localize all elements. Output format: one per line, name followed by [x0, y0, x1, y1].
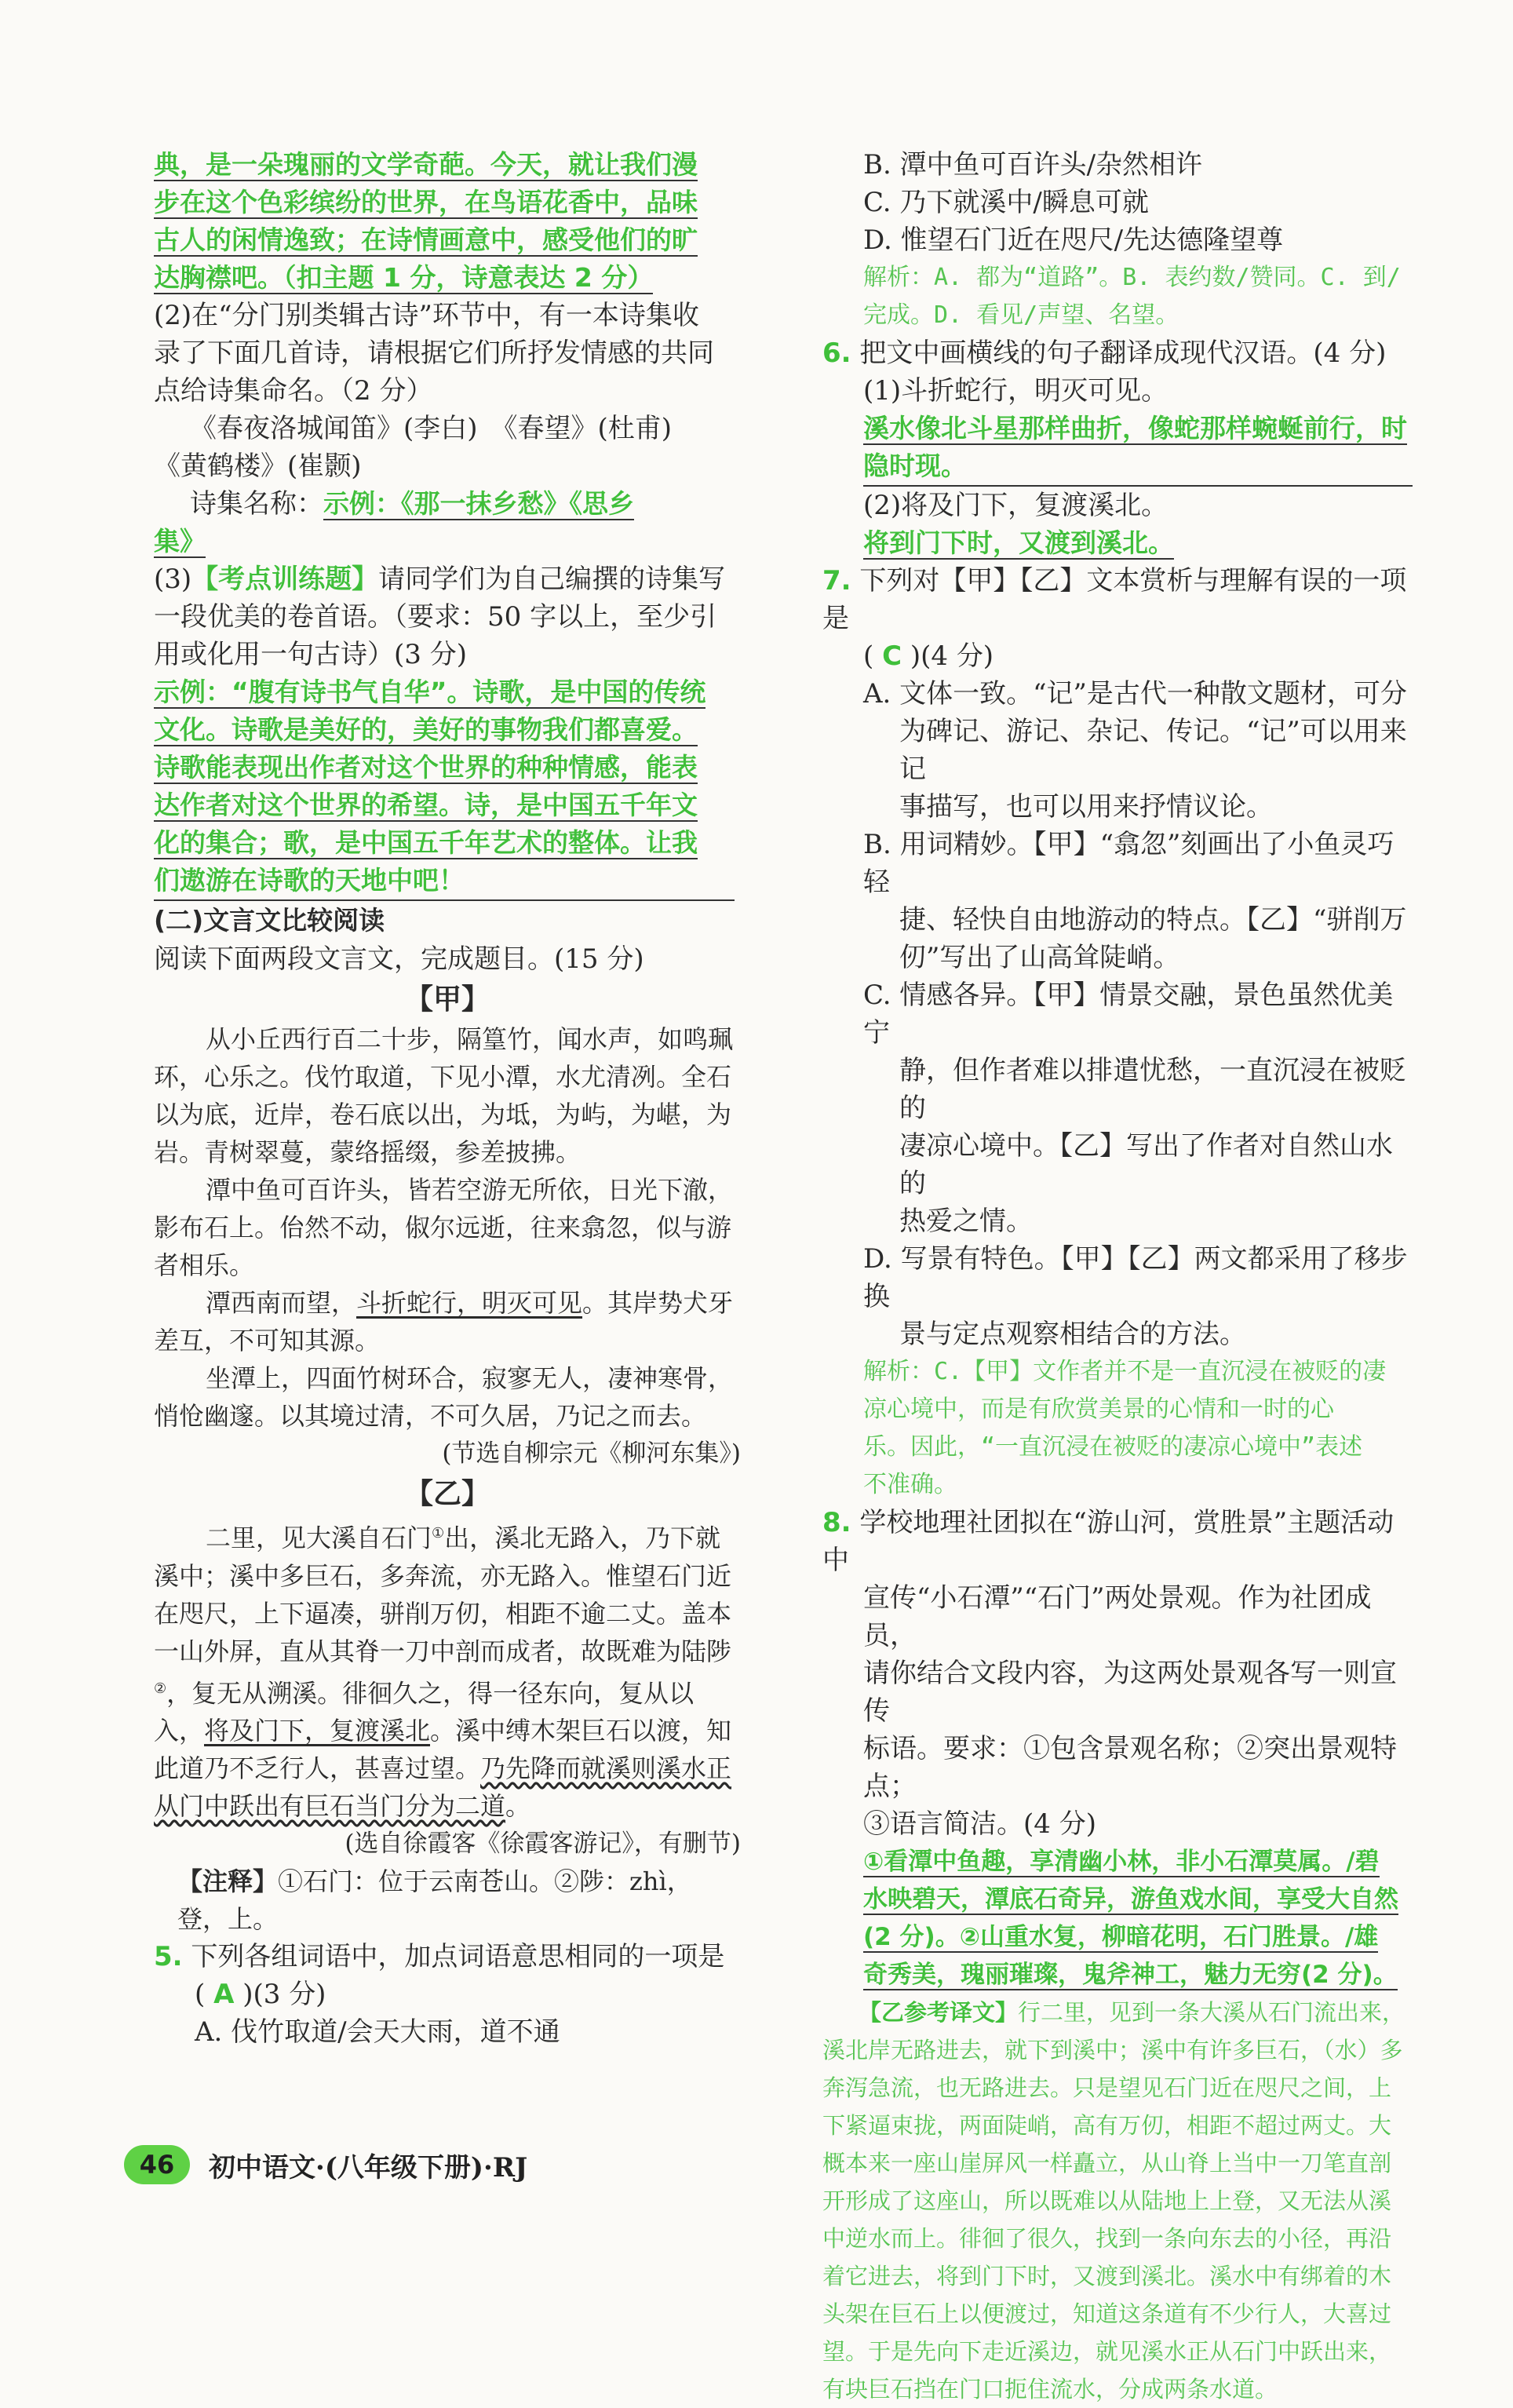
jia-source: (节选自柳宗元《柳河东集》) [442, 1439, 741, 1468]
answer-line: 将到门下时，又渡到溪北。 [863, 527, 1174, 558]
expl-line: 完成。D. 看见/声望、名望。 [863, 301, 1179, 329]
q7-chosen: C [882, 640, 902, 672]
left-column [154, 146, 741, 2051]
page-footer [124, 2141, 527, 2188]
intro-answer [154, 146, 741, 297]
answer-line: 步在这个色彩缤纷的世界，在鸟语花香中，品味 [154, 187, 698, 217]
option-line: A. 文体一致。“记”是古代一种散文题材，可分 [863, 678, 1407, 710]
q7-option-b [822, 826, 1413, 976]
yi-paragraph [154, 1515, 741, 1825]
text-span: 。溪中缚木架巨石以渡，知此道乃不乏行人，甚喜过望。 [154, 1716, 732, 1784]
q3-answer [154, 673, 741, 901]
footnote-mark: ① [432, 1525, 445, 1541]
jia-paragraph: 潭中鱼可百许头，皆若空游无所依，日光下澈，影布石上。佁然不动，俶尔远逝，往来翕忽，似与游者相乐。 [154, 1175, 734, 1280]
q5-option-c: C. 乃下就溪中/瞬息可就 [863, 187, 1149, 218]
q7-choice-line: ( C )(4 分) [863, 640, 994, 672]
answer-line: 文化。诗歌是美好的，美好的事物我们都喜爱。 [154, 714, 698, 745]
q7-text: 下列对【甲】【乙】文本赏析与理解有误的一项是 [822, 565, 1407, 634]
q8-answer [822, 1843, 1413, 1994]
q7-number: 7. [822, 565, 851, 597]
q6-line [822, 334, 1413, 372]
expl-line: 解析：A. 都为“道路”。B. 表约数/赞同。C. 到/ [863, 264, 1401, 291]
q2-name-line [154, 485, 741, 523]
option-line: 景与定点观察相结合的方法。 [899, 1319, 1246, 1350]
text-span: ，复无从溯溪。徘徊久之，得一径东向，复从以入， [154, 1678, 695, 1746]
q6-1: (1)斗折蛇行，明灭可见。 [863, 375, 1168, 407]
q5-score: )(3 分) [242, 1979, 326, 2011]
q6-2-answer [822, 524, 1413, 562]
q7-option-d [822, 1240, 1413, 1353]
answer-line: 化的集合；歌，是中国五千年艺术的整体。让我 [154, 827, 698, 858]
q5-line [154, 1938, 741, 1976]
answer-line: 古人的闲情逸致；在诗情画意中，感受他们的旷 [154, 224, 698, 255]
expl-line: 不准确。 [863, 1471, 957, 1498]
translation-label: 【乙参考译文】 [859, 1999, 1019, 2026]
note [154, 1863, 741, 1938]
expl-line: 解析：C.【甲】文作者并不是一直沉浸在被贬的凄 [863, 1358, 1387, 1385]
q5-option-a: A. 伐竹取道/会天大雨，道不通 [195, 2016, 560, 2049]
right-column [822, 146, 1413, 2408]
q7-option-c [822, 976, 1413, 1240]
yi-source: (选自徐霞客《徐霞客游记》，有删节) [345, 1830, 741, 1859]
page-number-badge: 46 [124, 2145, 190, 2184]
option-line: 事描写，也可以用来抒情议论。 [899, 791, 1273, 823]
expl-line: 乐。因此，“一直沉浸在被贬的凄凉心境中”表述 [863, 1433, 1363, 1461]
footnote-mark: ② [154, 1680, 167, 1697]
q5-choice-line: ( A )(3 分) [195, 1979, 326, 2011]
answer-line: 达胸襟吧。（扣主题 1 分，诗意表达 2 分） [154, 262, 654, 293]
answer-line: 水映碧天，潭底石奇异，游鱼戏水间，享受大自然 [863, 1885, 1398, 1914]
q5-option-b: B. 潭中鱼可百许头/杂然相许 [863, 149, 1203, 181]
q2-poems: 《春夜洛城闻笛》(李白) 《春望》(杜甫) [190, 413, 673, 444]
q3-prefix: (3) [154, 564, 192, 595]
q8-line [822, 1504, 1413, 1579]
q8-text: 标语。要求：①包含景观名称；②突出景观特点； [863, 1733, 1397, 1802]
answer-line: 示例：“腹有诗书气自华”。诗歌，是中国的传统 [154, 677, 706, 707]
underlined-sentence: 将及门下，复渡溪北 [204, 1716, 431, 1746]
option-line: 仞”写出了山高耸陡峭。 [899, 942, 1180, 973]
q6-text: 把文中画横线的句子翻译成现代汉语。(4 分) [859, 337, 1387, 369]
q5-number: 5. [154, 1941, 183, 1973]
answer-line: (2 分)。②山重水复，柳暗花明，石门胜景。/雄 [863, 1923, 1379, 1951]
q7-line [822, 562, 1413, 637]
q2-answer-cont: 集》 [154, 526, 206, 556]
answer-line: 诗歌能表现出作者对这个世界的种种情感，能表 [154, 752, 698, 783]
text-span: 潭西南而望， [206, 1288, 357, 1318]
q2-label: 诗集名称： [190, 488, 323, 520]
answer-line: 典，是一朵瑰丽的文学奇葩。今天，就让我们漫 [154, 149, 698, 180]
q5-option-d: D. 惟望石门近在咫尺/先达德隆望尊 [863, 224, 1284, 256]
q3-line: 用或化用一句古诗）(3 分) [154, 639, 467, 670]
answer-line: 隐时现。 [863, 447, 1413, 487]
q8-text: 请你结合文段内容，为这两处景观各写一则宣传 [863, 1658, 1397, 1727]
q2-answer: 示例：《那一抹乡愁》《思乡 [323, 488, 634, 519]
text-span: 。其岸势犬牙差互，不可知其源。 [154, 1288, 734, 1355]
jia-paragraph: 从小丘西行百二十步，隔篁竹，闻水声，如鸣珮环，心乐之。伐竹取道，下见小潭，水尤清冽。全石以为底，近岸，卷石底以出，为坻，为屿，为嵁，为岩。青树翠蔓，蒙络摇缀，参差披拂。 [154, 1024, 734, 1167]
option-line: 为碑记、游记、杂记、传记。“记”可以用来记 [899, 716, 1407, 785]
expl-line: 凉心境中，而是有欣赏美景的心情和一时的心 [863, 1396, 1334, 1423]
q2-poems: 《黄鹤楼》(崔颢) [154, 451, 362, 482]
option-line: B. 用词精妙。【甲】“翕忽”刻画出了小鱼灵巧轻 [863, 829, 1395, 898]
answer-line: 溪水像北斗星那样曲折，像蛇那样蜿蜒前行，时 [863, 413, 1407, 443]
q8-text: 学校地理社团拟在“游山河，赏胜景”主题活动中 [822, 1507, 1395, 1576]
q2-line: (2)在“分门别类辑古诗”环节中，有一本诗集收 [154, 300, 699, 331]
jia-paragraph: 坐潭上，四面竹树环合，寂寥无人，凄神寒骨，悄怆幽邃。以其境过清，不可久居，乃记之而去。 [154, 1363, 734, 1431]
option-line: C. 情感各异。【甲】情景交融，景色虽然优美宁 [863, 980, 1394, 1049]
jia-title: 【甲】 [404, 983, 490, 1016]
q3-line [154, 560, 741, 598]
note-text: ①石门：位于云南苍山。②陟：zhì，登，上。 [177, 1866, 692, 1935]
answer-line: ①看潭中鱼趣，享清幽小林，非小石潭莫属。/碧 [863, 1848, 1380, 1876]
q2-line: 录了下面几首诗，请根据它们所抒发情感的共同 [154, 337, 714, 369]
jia-paragraph [154, 1284, 741, 1359]
q5-explanation [822, 259, 1413, 334]
note-label: 【注释】 [177, 1866, 279, 1897]
book-title: 初中语文·(八年级下册)·RJ [209, 2151, 528, 2184]
q3-text: 请同学们为自己编撰的诗集写 [378, 564, 726, 595]
underlined-sentence: 斗折蛇行，明灭可见 [356, 1288, 583, 1318]
text-span: 二里，见大溪自石门 [206, 1523, 432, 1553]
option-line: 热爱之情。 [899, 1206, 1033, 1237]
section-intro: 阅读下面两段文言文，完成题目。(15 分) [154, 943, 644, 975]
q7-score: )(4 分) [910, 640, 994, 672]
answer-line: 达作者对这个世界的希望。诗，是中国五千年文 [154, 790, 698, 820]
wavy-underlined-sentence: 乃先降而就溪则溪水正从门中跃出有巨石当门分为二道 [154, 1753, 732, 1822]
text-span: 。 [505, 1791, 531, 1822]
answer-line: 奇秀美，瑰丽璀璨，鬼斧神工，魅力无穷(2 分)。 [863, 1961, 1398, 1989]
option-line: 凄凉心境中。【乙】写出了作者对自然山水的 [899, 1130, 1393, 1199]
option-line: D. 写景有特色。【甲】【乙】两文都采用了移步换 [863, 1243, 1408, 1312]
q5-chosen: A [213, 1979, 235, 2011]
q6-2: (2)将及门下，复渡溪北。 [863, 490, 1168, 521]
q5-text: 下列各组词语中，加点词语意思相同的一项是 [191, 1941, 725, 1973]
q7-explanation [822, 1353, 1413, 1504]
answer-line: 们遨游在诗歌的天地中吧！ [154, 862, 735, 901]
q6-number: 6. [822, 337, 851, 369]
translation [822, 1994, 1413, 2408]
option-line: 捷、轻快自由地游动的特点。【乙】“骈削万 [899, 904, 1407, 936]
option-line: 静，但作者难以排遣忧愁，一直沉浸在被贬的 [899, 1055, 1406, 1124]
translation-text: 行二里，见到一条大溪从石门流出来，溪北岸无路进去，就下到溪中；溪中有许多巨石，（水）多奔泻急流，也无路进去。只是望见石门近在咫尺之间，上下紧逼束拢，两面陡峭，高有万仞，相距不超过两丈。大概本来一座山崖屏风一样矗立，从山脊上当中一刀笔直剖开形成了这座山，所以既难以从陆地上上登，又无法从溪中逆水而上。徘徊了很久，找到一条向东去的小径，再沿着它进去，将到门下时，又渡到溪北。溪水中有绑着的木头架在巨石上以便渡过，知道这条道有不少行人，大喜过望。于是先向下走近溪边，就见溪水正从石门中跃出来，有块巨石挡在门口扼住流水，分成两条水道。 [822, 1999, 1405, 2403]
q8-text: ③语言简洁。(4 分) [863, 1808, 1096, 1840]
text-span: 出，溪北无路入，乃下就溪中；溪中多巨石，多奔流，亦无路入。惟望石门近在咫尺，上下逼凑，骈削万仞，相距不逾二丈。盖本一山外屏，直从其脊一刀中剖而成者，故既难为陆陟 [154, 1523, 732, 1666]
q7-option-a [822, 675, 1413, 826]
section-title: (二)文言文比较阅读 [154, 905, 385, 936]
yi-title: 【乙】 [404, 1477, 490, 1510]
q8-text: 宣传“小石潭”“石门”两处景观。作为社团成员， [863, 1582, 1372, 1651]
q6-1-answer [822, 410, 1413, 487]
q3-tag: 【考点训练题】 [191, 564, 379, 595]
q2-line: 点给诗集命名。（2 分） [154, 375, 433, 407]
q3-line: 一段优美的卷首语。（要求：50 字以上，至少引 [154, 601, 717, 633]
q8-number: 8. [822, 1507, 851, 1538]
